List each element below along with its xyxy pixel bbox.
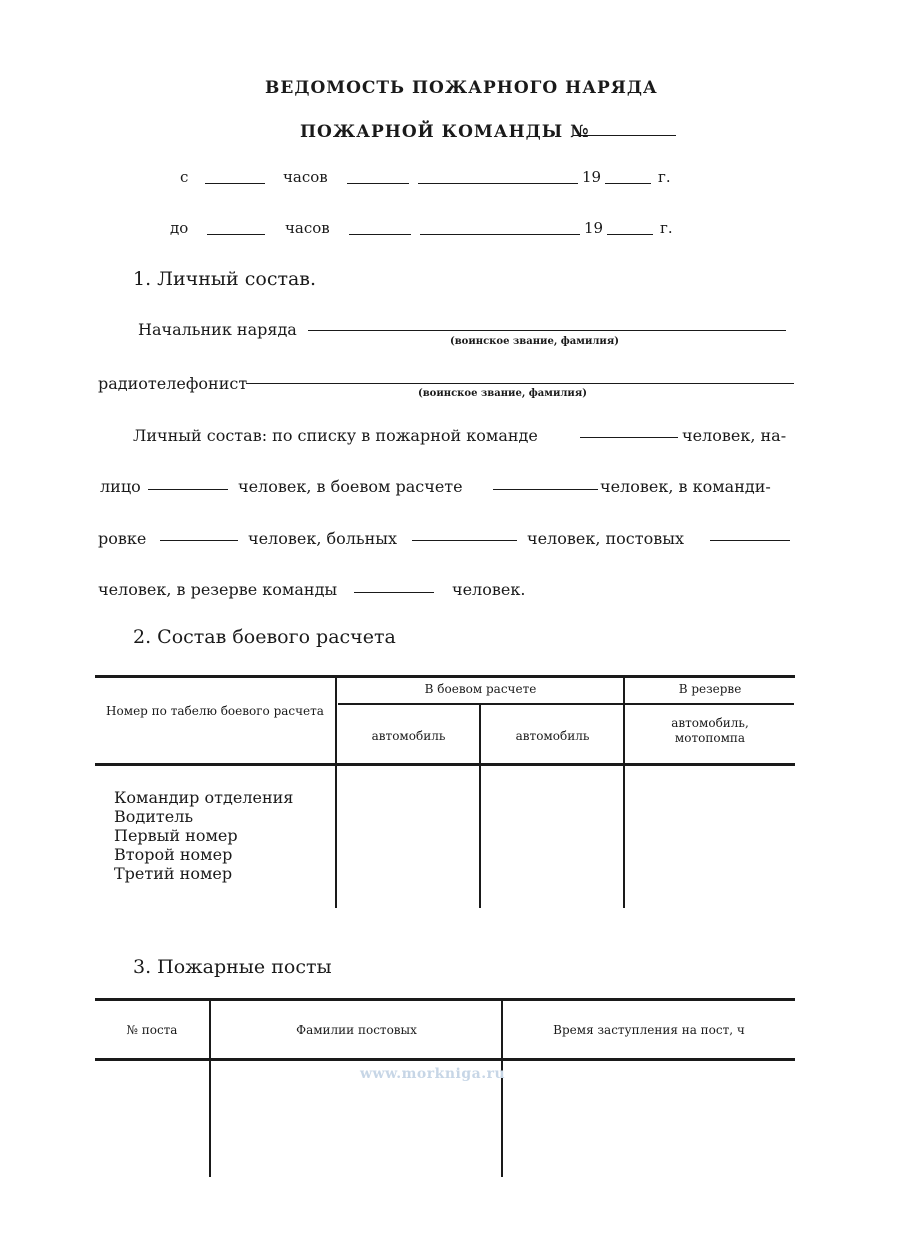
from-year-prefix: 19 [582, 168, 602, 186]
from-label: с [180, 168, 189, 186]
table-row: Второй номер [114, 845, 233, 864]
from-year-line[interactable] [605, 183, 651, 184]
to-month-line[interactable] [420, 234, 580, 235]
to-hour-line[interactable] [207, 234, 265, 235]
table2-col-car1: автомобиль [371, 729, 446, 743]
to-label: до [170, 219, 189, 237]
to-year-prefix: 19 [584, 219, 604, 237]
table3-col-post: № поста [126, 1023, 178, 1037]
radio-label: радиотелефонист [98, 374, 248, 393]
table3-vline-1 [209, 1001, 211, 1177]
radio-hint: (воинское звание, фамилия) [418, 388, 587, 399]
to-year-line[interactable] [607, 234, 653, 235]
personnel-p4b: человек. [452, 580, 526, 599]
personnel-p2b: человек, в боевом расчете [238, 477, 463, 496]
to-hours-label: часов [285, 219, 330, 237]
from-hours-label: часов [283, 168, 328, 186]
personnel-p2c: человек, в команди- [600, 477, 771, 496]
table2-vline-2 [479, 705, 481, 908]
table3-header-rule [95, 1058, 795, 1061]
personnel-p3c: человек, постовых [527, 529, 684, 548]
to-year-suffix: г. [660, 219, 673, 237]
table2-vline-3 [623, 678, 625, 908]
form-subtitle: ПОЖАРНОЙ КОМАНДЫ № [300, 122, 590, 142]
from-year-suffix: г. [658, 168, 671, 186]
table2-vline-1 [335, 678, 337, 908]
reserve-line[interactable] [354, 592, 434, 593]
table3-vline-2 [501, 1001, 503, 1177]
personnel-p1a: Личный состав: по списку в пожарной команде [133, 426, 538, 445]
table2-col-number: Номер по табелю боевого расчета [106, 704, 324, 718]
trip-line[interactable] [160, 540, 238, 541]
table2-rows [114, 788, 293, 883]
combat-crew-line[interactable] [493, 489, 598, 490]
table2-col-car2: автомобиль [515, 729, 590, 743]
radio-line[interactable] [246, 383, 794, 384]
table-row: Командир отделения [114, 788, 294, 807]
section3-heading: 3. Пожарные посты [133, 956, 332, 978]
table3-col-names: Фамилии постовых [296, 1023, 417, 1037]
to-day-line[interactable] [349, 234, 411, 235]
personnel-p2a: лицо [100, 477, 141, 496]
table-row: Первый номер [114, 826, 238, 845]
from-month-line[interactable] [418, 183, 578, 184]
table-row: Третий номер [114, 864, 233, 883]
watermark: www.morkniga.ru [360, 1066, 506, 1082]
table2-top-rule [95, 675, 795, 678]
form-title: ВЕДОМОСТЬ ПОЖАРНОГО НАРЯДА [265, 78, 658, 98]
chief-line[interactable] [308, 330, 786, 331]
personnel-p3b: человек, больных [248, 529, 398, 548]
table2-group-combat: В боевом расчете [424, 682, 537, 696]
present-line[interactable] [148, 489, 228, 490]
guards-line[interactable] [710, 540, 790, 541]
table2-col-reserve: автомобиль, мотопомпа [671, 716, 749, 745]
section2-heading: 2. Состав боевого расчета [133, 626, 396, 648]
sick-line[interactable] [412, 540, 517, 541]
team-number-line[interactable] [573, 135, 676, 136]
table-row: Водитель [114, 807, 194, 826]
personnel-p3a: ровке [98, 529, 147, 548]
table3-col-time: Время заступления на пост, ч [553, 1023, 745, 1037]
table3-top-rule [95, 998, 795, 1001]
from-day-line[interactable] [347, 183, 409, 184]
personnel-p1b: человек, на- [682, 426, 787, 445]
total-personnel-line[interactable] [580, 437, 678, 438]
chief-hint: (воинское звание, фамилия) [450, 336, 619, 347]
personnel-p4a: человек, в резерве команды [98, 580, 338, 599]
from-hour-line[interactable] [205, 183, 265, 184]
table2-header-rule [95, 763, 795, 766]
section1-heading: 1. Личный состав. [133, 268, 317, 290]
table2-group-rule [338, 703, 794, 705]
table2-group-reserve: В резерве [678, 682, 742, 696]
chief-label: Начальник наряда [138, 320, 297, 339]
